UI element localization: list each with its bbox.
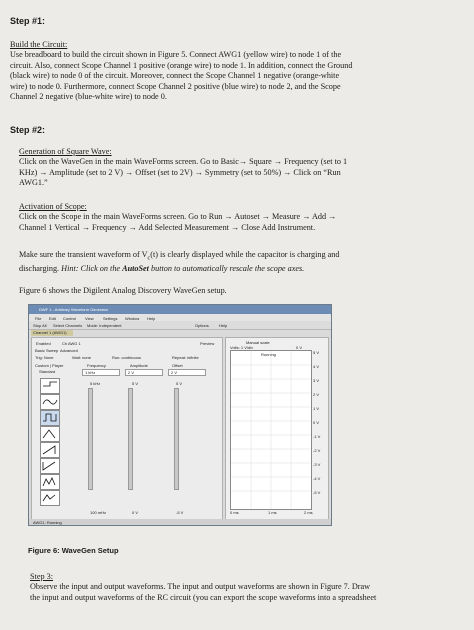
menu-item: File bbox=[35, 315, 42, 321]
preview-plot bbox=[230, 350, 312, 510]
volts-div: Volts: 1 V/div bbox=[230, 345, 254, 350]
step1-body bbox=[10, 40, 352, 102]
status-text: AWG1: Running bbox=[33, 520, 62, 525]
x-tick: 1 ms bbox=[268, 510, 277, 515]
transient-sub: c bbox=[147, 255, 151, 262]
tab-basic: Basic bbox=[35, 348, 45, 353]
tab-advanced: Advanced bbox=[60, 348, 78, 353]
waveforms-screenshot bbox=[28, 304, 332, 526]
channel-tab: Channel 1 (AWG1) bbox=[31, 330, 73, 336]
step1-heading: Step #1: bbox=[10, 16, 46, 26]
scope-section bbox=[19, 202, 336, 233]
wave-gen-line: Click on the WaveGen in the main WaveForms screen. Go to Basic→ Square → Frequency (set to 1 bbox=[19, 157, 348, 167]
y-tick: -3 V bbox=[313, 462, 321, 467]
offset-label: Offset bbox=[172, 363, 183, 368]
menu-item: Help bbox=[147, 315, 156, 321]
offset-min: -5 V bbox=[176, 510, 184, 515]
frequency-min: 100 mHz bbox=[90, 510, 107, 515]
y-tick: -4 V bbox=[313, 476, 321, 481]
preview-label: Preview bbox=[200, 341, 215, 346]
waveform-option bbox=[40, 474, 60, 490]
run-field: Run: continuous bbox=[112, 355, 141, 360]
step3-section bbox=[30, 572, 376, 603]
waveform-option bbox=[40, 394, 60, 410]
y-tick: -5 V bbox=[313, 490, 321, 495]
transient-text: discharging. bbox=[19, 264, 62, 274]
wave-gen-line: AWG1.” bbox=[19, 178, 48, 188]
offset-value: 0 V bbox=[296, 345, 303, 350]
amplitude-input: 2 V bbox=[125, 369, 163, 376]
preview-panel bbox=[225, 337, 329, 521]
step1-line: Channel 2 negative (blue-white wire) to node 0. bbox=[10, 92, 167, 102]
amplitude-label: Amplitude bbox=[130, 363, 148, 368]
y-tick: 1 V bbox=[313, 406, 320, 411]
y-tick: 3 V bbox=[313, 378, 320, 383]
transient-note bbox=[19, 250, 339, 274]
frequency-input: 1 kHz bbox=[82, 369, 120, 376]
y-tick: -2 V bbox=[313, 448, 321, 453]
custom-player-tab: Custom | Player bbox=[35, 363, 64, 368]
y-tick: 0 V bbox=[313, 420, 320, 425]
x-tick: 2 ms bbox=[304, 510, 313, 515]
frequency-label: Frequency bbox=[87, 363, 106, 368]
transient-text: (t) is clearly displayed while the capacitor is charging and bbox=[150, 250, 340, 259]
fig6-intro: Figure 6 shows the Digilent Analog Discovery WaveGen setup. bbox=[19, 286, 227, 295]
enabled-label: Enabled bbox=[36, 341, 51, 346]
frequency-slider bbox=[88, 388, 93, 490]
step1-line: (black wire) to node 0 of the circuit. Moreover, connect the Scope Channel 1 negative (orange-white bbox=[10, 71, 340, 81]
amplitude-min: 0 V bbox=[132, 510, 139, 515]
toolbar bbox=[29, 321, 331, 330]
step2-heading: Step #2: bbox=[10, 125, 46, 135]
scope-line: Click on the Scope in the main WaveForms screen. Go to Run → Autoset → Measure → Add → bbox=[19, 212, 337, 222]
repeat-field: Repeat: infinite bbox=[172, 355, 199, 360]
menu-item: Edit bbox=[49, 315, 56, 321]
preview-grid bbox=[231, 351, 311, 509]
frequency-max: 5 kHz bbox=[90, 381, 101, 386]
toolbar-item: Select Channels bbox=[53, 323, 83, 328]
scope-title: Activation of Scope: bbox=[19, 202, 87, 211]
hint-text: button to automatically rescale the scope axes. bbox=[148, 264, 305, 274]
hint-text: Hint: Click on the bbox=[61, 264, 123, 274]
waveform-option bbox=[40, 490, 60, 506]
running-label: Running bbox=[261, 352, 276, 357]
toolbar-item: Stop All bbox=[33, 323, 47, 328]
toolbar-item: Help bbox=[219, 323, 228, 328]
step1-line: Use breadboard to build the circuit shown in Figure 5. Connect AWG1 (yellow wire) to node 1 of the bbox=[10, 50, 342, 60]
offset-input: 2 V bbox=[168, 369, 206, 376]
y-tick: 4 V bbox=[313, 364, 320, 369]
menu-item: Window bbox=[125, 315, 140, 321]
window-title: DWF 1 - Arbitrary Waveform Generator bbox=[39, 307, 109, 312]
amplitude-max: 5 V bbox=[132, 381, 139, 386]
step3-line: Observe the input and output waveforms. The input and output waveforms are shown in Figure 7. Draw bbox=[30, 582, 371, 592]
trig-field: Trig: None bbox=[35, 355, 54, 360]
offset-max: 5 V bbox=[176, 381, 183, 386]
x-tick: 0 ms bbox=[230, 510, 239, 515]
step1-line: circuit. Also, connect Scope Channel 1 positive (orange wire) to node 1. In addition, connect the Ground bbox=[10, 60, 353, 70]
tab-sweep: Sweep bbox=[46, 348, 59, 353]
window-titlebar bbox=[29, 305, 331, 314]
waveform-option bbox=[40, 458, 60, 474]
toolbar-item: Mode: Independent bbox=[87, 323, 122, 328]
wave-gen-section bbox=[19, 147, 347, 189]
menu-item: Settings bbox=[103, 315, 118, 321]
wave-gen-line: KHz) → Amplitude (set to 2 V) → Offset (set to 2V) → Symmetry (set to 50%) → Click on “Run bbox=[19, 167, 341, 177]
menu-item: Control bbox=[63, 315, 76, 321]
waveform-option bbox=[40, 378, 60, 394]
menu-bar bbox=[29, 314, 331, 321]
amplitude-slider bbox=[128, 388, 133, 490]
y-tick: -1 V bbox=[313, 434, 321, 439]
step1-line: wire) to node 0. Furthermore, connect Scope Channel 2 positive (blue wire) to node 2, and the Scope bbox=[10, 81, 341, 91]
transient-text: Make sure the transient waveform of V bbox=[19, 250, 148, 259]
waveform-option bbox=[40, 442, 60, 458]
manual-scale: Manual scale bbox=[246, 340, 270, 345]
step1-title: Build the Circuit: bbox=[10, 40, 68, 49]
wait-field: Wait: none bbox=[72, 355, 91, 360]
channel-select: Ch AWG 1 bbox=[62, 341, 81, 346]
y-tick: 2 V bbox=[313, 392, 320, 397]
waveform-option-selected bbox=[40, 410, 60, 426]
wave-gen-title: Generation of Square Wave: bbox=[19, 147, 112, 156]
menu-item: View bbox=[85, 315, 94, 321]
hint-autoset: AutoSet bbox=[122, 264, 149, 274]
y-tick: 5 V bbox=[313, 350, 320, 355]
generator-panel bbox=[31, 337, 223, 521]
waveform-option bbox=[40, 426, 60, 442]
scope-line: Channel 1 Vertical → Frequency → Add Selected Measurement → Close Add Instrument. bbox=[19, 222, 316, 232]
standard-label: Standard bbox=[39, 369, 56, 374]
toolbar-item: Options bbox=[195, 323, 209, 328]
offset-slider bbox=[174, 388, 179, 490]
figure6-caption: Figure 6: WaveGen Setup bbox=[28, 546, 119, 555]
status-bar bbox=[29, 519, 331, 525]
step3-heading: Step 3: bbox=[30, 572, 53, 581]
step3-line: the input and output waveforms of the RC circuit (you can export the scope waveforms into a spreadsheet bbox=[30, 592, 377, 602]
